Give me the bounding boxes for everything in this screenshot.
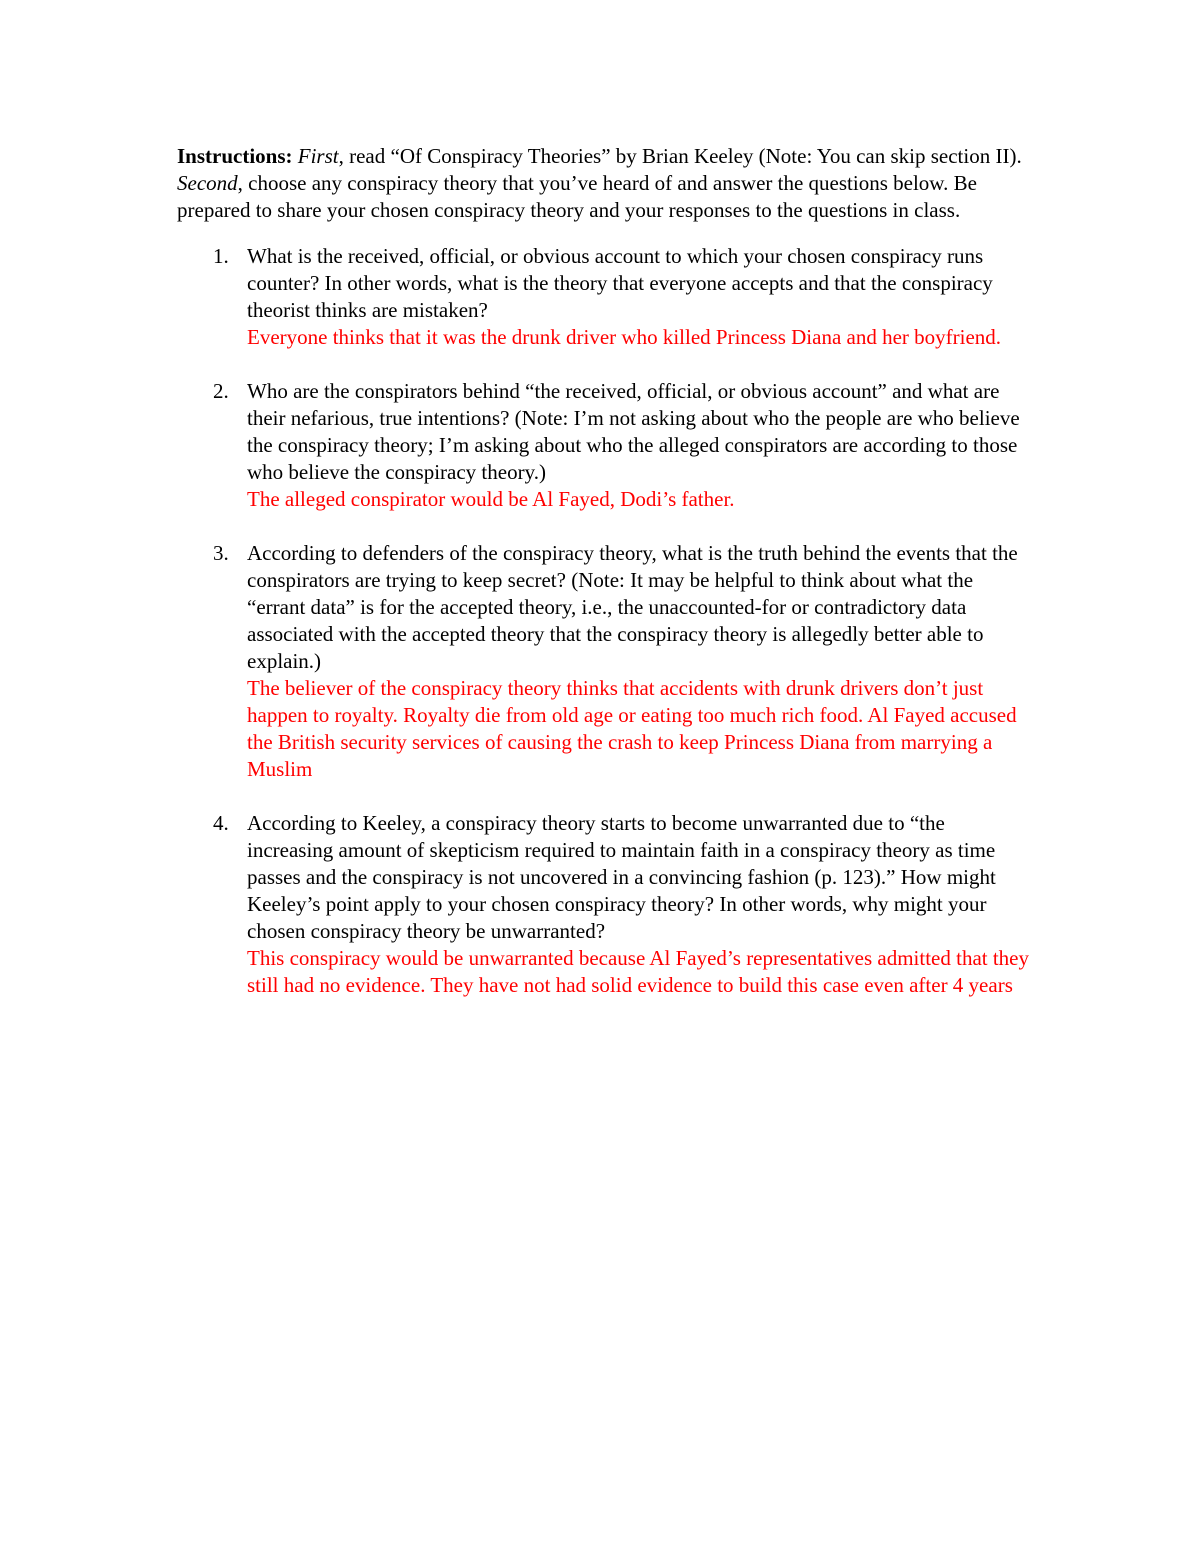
answer-text: This conspiracy would be unwarranted because Al Fayed’s representatives admitted that they still had no evidence. They have not had solid evidence to build this case even after 4 years — [247, 946, 1030, 997]
question-text: According to defenders of the conspiracy theory, what is the truth behind the events that the conspirators are trying to keep secret? (Note: It may be helpful to think about what the “errant data” is for the accepted theory, i.e., the unaccounted-for or contradictory data associated with the accepted theory that the conspiracy theory is allegedly better able to explain.) — [247, 541, 1018, 673]
question-item-1 — [177, 243, 1032, 351]
instructions-label: Instructions: — [177, 144, 293, 168]
instructions-second-text: , choose any conspiracy theory that you’ve heard of and answer the questions below. Be prepared to share your chosen conspiracy theory and your responses to the questions in class. — [177, 171, 977, 222]
question-text: What is the received, official, or obvious account to which your chosen conspiracy runs counter? In other words, what is the theory that everyone accepts and that the conspiracy theorist thinks are mistaken? — [247, 244, 993, 322]
answer-text: Everyone thinks that it was the drunk driver who killed Princess Diana and her boyfriend. — [247, 325, 1002, 349]
instructions-first-text: , read “Of Conspiracy Theories” by Brian Keeley (Note: You can skip section II). — [338, 144, 1022, 168]
question-item-3 — [177, 540, 1032, 783]
question-text: Who are the conspirators behind “the received, official, or obvious account” and what are their nefarious, true intentions? (Note: I’m not asking about who the people are who believe the conspiracy theory; I’m asking about who the alleged conspirators are according to those who believe the conspiracy theory.) — [247, 379, 1020, 484]
question-number: 3. — [213, 541, 229, 565]
question-item-2 — [177, 378, 1032, 513]
instructions-first-word: First — [297, 144, 339, 168]
worksheet-content — [177, 143, 1032, 1026]
question-number: 4. — [213, 811, 229, 835]
question-item-4 — [177, 810, 1032, 999]
instructions-paragraph — [177, 143, 1032, 224]
question-number: 2. — [213, 379, 229, 403]
answer-text: The believer of the conspiracy theory thinks that accidents with drunk drivers don’t just happen to royalty. Royalty die from old age or eating too much rich food. Al Fayed accused the British security services of causing the crash to keep Princess Diana from marrying a Muslim — [247, 676, 1017, 781]
answer-text: The alleged conspirator would be Al Fayed, Dodi’s father. — [247, 487, 735, 511]
question-text: According to Keeley, a conspiracy theory starts to become unwarranted due to “the increasing amount of skepticism required to maintain faith in a conspiracy theory as time passes and the conspiracy is not uncovered in a convincing fashion (p. 123).” How might Keeley’s point apply to your chosen conspiracy theory? In other words, why might your chosen conspiracy theory be unwarranted? — [247, 811, 996, 943]
question-number: 1. — [213, 244, 229, 268]
instructions-second-word: Second — [177, 171, 238, 195]
